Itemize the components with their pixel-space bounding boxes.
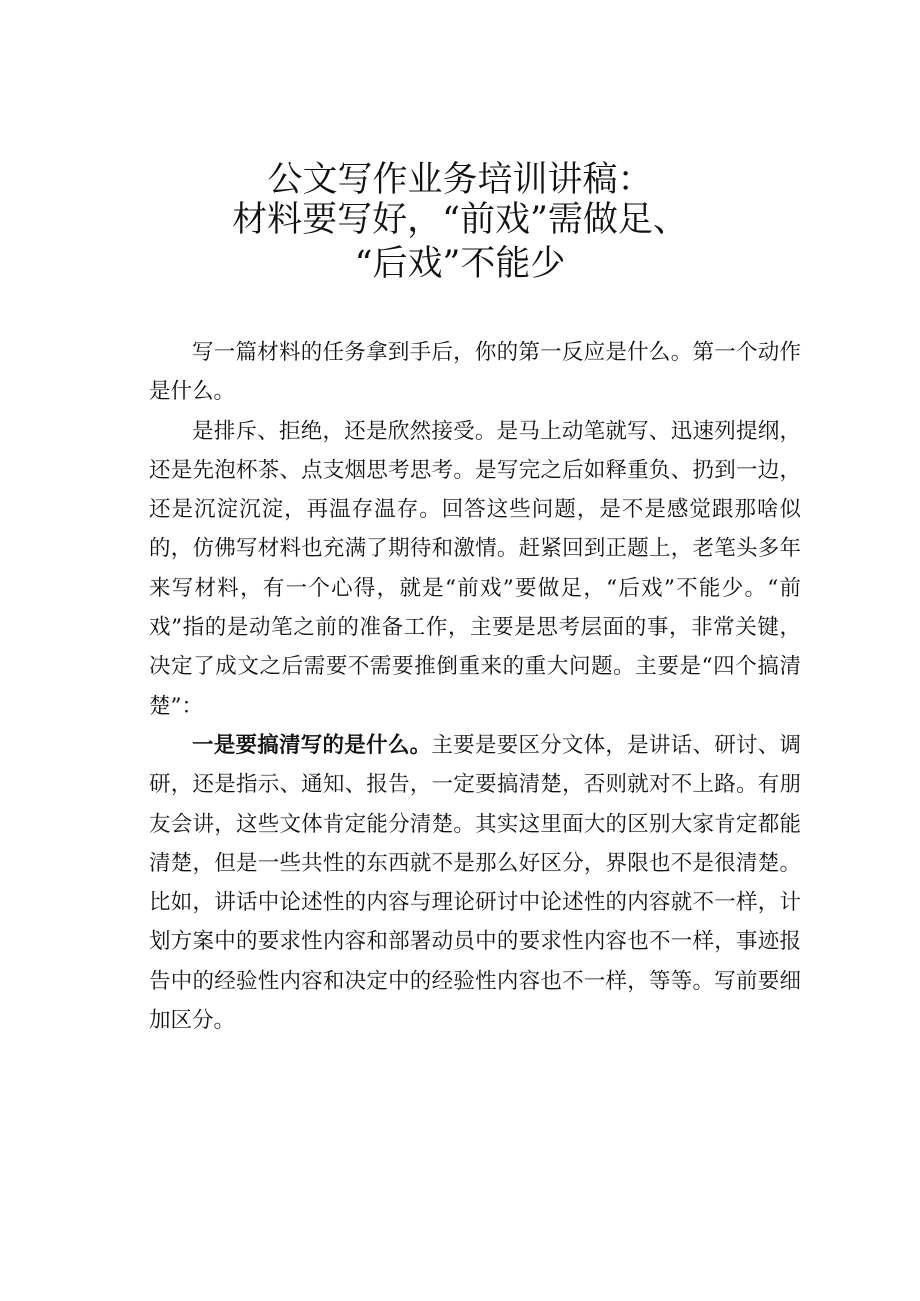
document-title-line-2: 材料要写好，“前戏”需做足、 bbox=[232, 200, 688, 240]
paragraph-3 bbox=[149, 726, 801, 1040]
paragraph-1-text: 写一篇材料的任务拿到手后，你的第一反应是什么。第一个动作是什么。 bbox=[149, 340, 801, 405]
document-title-line-1: 公文写作业务培训讲稿： bbox=[267, 160, 653, 200]
paragraph-2 bbox=[149, 412, 801, 726]
document-body bbox=[149, 333, 801, 1040]
paragraph-3-text: 主要是要区分文体，是讲话、研讨、调研，还是指示、通知、报告，一定要搞清楚，否则就对不上路。有朋友会讲，这些文体肯定能分清楚。其实这里面大的区别大家肯定都能清楚，但是一些共性的东西就不是那么好区分，界限也不是很清楚。比如，讲话中论述性的内容与理论研讨中论述性的内容就不一样，计划方案中的要求性内容和部署动员中的要求性内容也不一样，事迹报告中的经验性内容和决定中的经验性内容也不一样，等等。写前要细加区分。 bbox=[149, 732, 801, 1034]
paragraph-1 bbox=[149, 333, 801, 412]
paragraph-3-bold-lead: 一是要搞清写的是什么。 bbox=[192, 732, 432, 758]
document-title-line-3: “后戏”不能少 bbox=[354, 244, 566, 284]
paragraph-2-text: 是排斥、拒绝，还是欣然接受。是马上动笔就写、迅速列提纲，还是先泡杯茶、点支烟思考思考。是写完之后如释重负、扔到一边，还是沉淀沉淀，再温存温存。回答这些问题，是不是感觉跟那啥似的，仿佛写材料也充满了期待和激情。赶紧回到正题上，老笔头多年来写材料，有一个心得，就是“前戏”要做足，“后戏”不能少。“前戏”指的是动笔之前的准备工作，主要是思考层面的事，非常关键，决定了成文之后需要不需要推倒重来的重大问题。主要是“四个搞清楚”： bbox=[149, 418, 801, 719]
